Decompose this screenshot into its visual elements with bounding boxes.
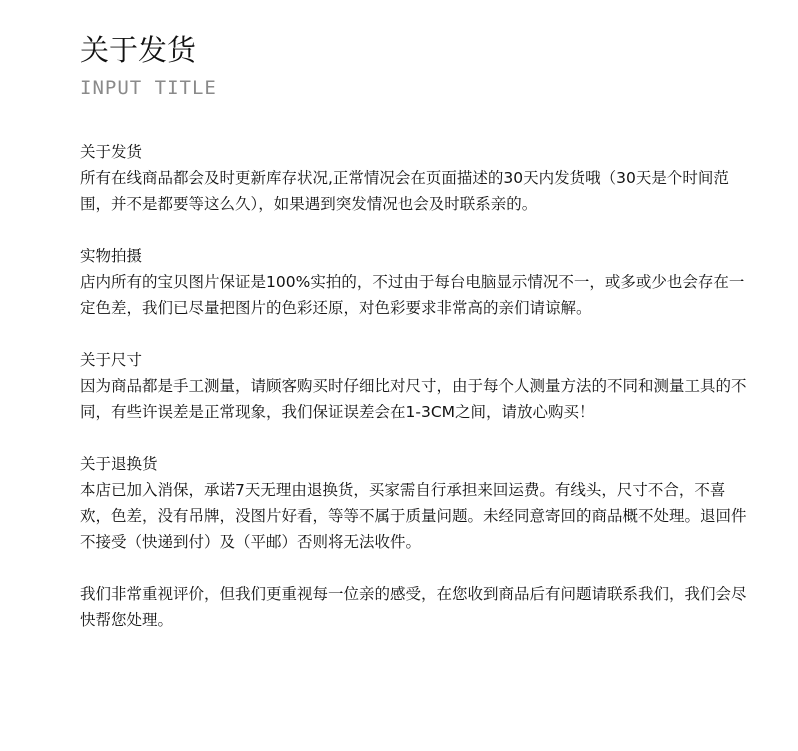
section-sizing <box>80 347 750 425</box>
section-body: 我们非常重视评价，但我们更重视每一位亲的感受，在您收到商品后有问题请联系我们，我们会尽快帮您处理。 <box>80 585 747 629</box>
section-heading: 关于退换货 <box>80 455 158 473</box>
shipping-info-page <box>80 30 750 659</box>
page-subtitle: INPUT TITLE <box>80 77 217 99</box>
section-heading: 关于尺寸 <box>80 351 143 369</box>
section-body: 店内所有的宝贝图片保证是100%实拍的，不过由于每台电脑显示情况不一，或多或少也会存在一定色差，我们已尽量把图片的色彩还原，对色彩要求非常高的亲们请谅解。 <box>80 273 745 317</box>
section-body: 因为商品都是手工测量，请顾客购买时仔细比对尺寸，由于每个人测量方法的不同和测量工具的不同，有些许误差是正常现象，我们保证误差会在1-3CM之间，请放心购买！ <box>80 377 747 421</box>
section-heading: 实物拍摄 <box>80 247 143 265</box>
page-title: 关于发货 <box>80 33 197 67</box>
section-returns <box>80 451 750 555</box>
section-real-photos <box>80 243 750 321</box>
section-body: 本店已加入消保，承诺7天无理由退换货，买家需自行承担来回运费。有线头，尺寸不合，不喜欢，色差，没有吊牌，没图片好看，等等不属于质量问题。未经同意寄回的商品概不处理。退回件不接受（快递到付）及（平邮）否则将无法收件。 <box>80 481 747 551</box>
section-body: 所有在线商品都会及时更新库存状况,正常情况会在页面描述的30天内发货哦（30天是个时间范围，并不是都要等这么久），如果遇到突发情况也会及时联系亲的。 <box>80 169 729 213</box>
section-shipping <box>80 139 750 217</box>
section-feedback <box>80 581 750 633</box>
section-heading: 关于发货 <box>80 143 143 161</box>
policy-sections <box>80 139 750 633</box>
